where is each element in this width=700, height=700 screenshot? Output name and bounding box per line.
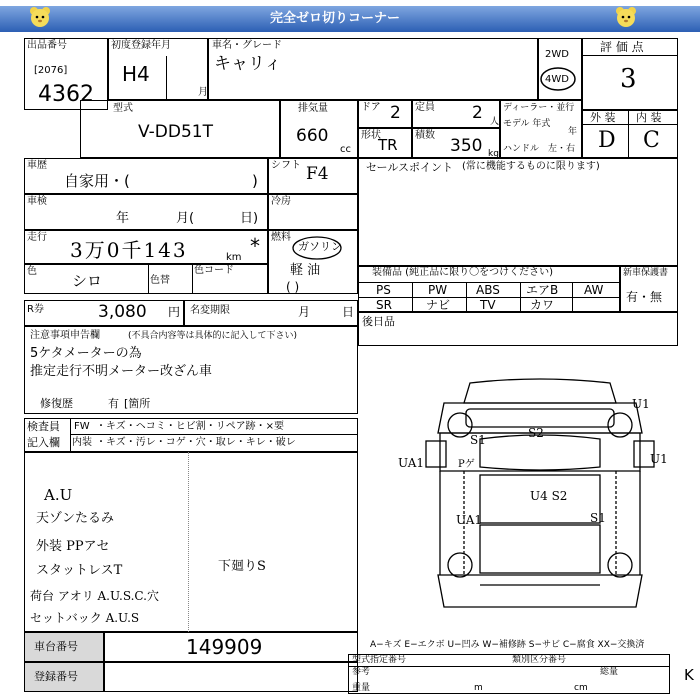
handle-options: 左・右 xyxy=(548,144,576,154)
registration-value-cell xyxy=(104,662,358,692)
circle-mark-icon xyxy=(538,66,578,92)
inspection-label: 車検 xyxy=(27,196,47,207)
load-label: 積数 xyxy=(415,130,435,141)
load-value: 350 xyxy=(450,136,483,156)
shape-label: 形状 xyxy=(361,130,381,141)
lot-number: 4362 xyxy=(38,82,94,107)
capacity-label: 定員 xyxy=(415,102,435,113)
history-value: 自家用・( xyxy=(64,172,130,190)
chassis-number: 149909 xyxy=(186,635,263,659)
drive-2wd: 2WD xyxy=(545,49,569,60)
lot-label: 出品番号 xyxy=(27,40,67,51)
recycle-value: 3,080 xyxy=(98,302,147,322)
shape-value: TR xyxy=(378,136,398,154)
damage-legend: A−キズ E−エクボ U−凹み W−補修跡 S−サビ C−腐食 XX−交換済 xyxy=(370,640,645,650)
displacement-value: 660 xyxy=(296,126,329,146)
capacity-value: 2 xyxy=(472,103,483,123)
handle-label: ハンドル xyxy=(503,144,540,154)
mileage-unit: km xyxy=(226,252,242,263)
equipment-label: 装備品 (純正品に限り〇をつけください) xyxy=(372,267,553,278)
ext-grade: D xyxy=(598,128,616,153)
doors-label: ドア xyxy=(361,102,381,113)
model-name-value: キャリィ xyxy=(214,54,282,74)
title-expiry-label: 名変期限 xyxy=(190,305,230,316)
shift-label: シフト xyxy=(271,160,301,171)
bear-mascot-icon xyxy=(614,5,638,29)
history-label: 車歴 xyxy=(27,160,47,171)
page-title: 完全ゼロ切りコーナー xyxy=(270,11,401,26)
notes-line-1: 5ケタメーターの為 xyxy=(30,346,142,361)
score-label: 評 価 点 xyxy=(600,40,644,54)
notes-line-2: 推定走行不明メーター改ざん車 xyxy=(30,364,213,379)
int-label: 内 装 xyxy=(636,111,662,124)
sales-point-label: セールスポイント xyxy=(366,161,454,174)
shift-value: F4 xyxy=(306,164,329,184)
model-name-label: 車名・グレード xyxy=(212,40,282,51)
int-items: ・キズ・汚レ・コゲ・穴・取レ・キレ・破レ xyxy=(96,437,296,448)
color-value: シロ xyxy=(72,272,103,290)
color-label: 色 xyxy=(27,266,37,277)
type-label: 型式 xyxy=(113,103,133,114)
capacity-unit: 人 xyxy=(490,117,500,127)
year-unit: 年 xyxy=(568,127,578,137)
month-unit: 月 xyxy=(198,87,208,98)
post-fit-cell xyxy=(358,312,678,346)
fw-items: ・キズ・ヘコミ・ヒビ割・リペア跡・×要 xyxy=(96,421,284,432)
sales-point-cell xyxy=(358,158,678,266)
first-reg-label: 初度登録年月 xyxy=(111,40,171,51)
repair-label: 修復歴 xyxy=(40,397,73,410)
model-year-label: モデル 年式 xyxy=(503,119,551,129)
fuel-gas: ガソリン xyxy=(298,240,342,253)
inspector-label: 検査員 xyxy=(27,420,60,433)
mileage-value: 3万0千143 xyxy=(70,238,188,262)
notes-label: 注意事項申告欄 xyxy=(30,330,100,341)
drive-4wd: 4WD xyxy=(545,74,569,85)
lot-code: [2076] xyxy=(34,65,68,76)
dealer-label: ディーラー・並行 xyxy=(503,103,575,113)
load-unit: kg xyxy=(488,149,499,159)
score-value: 3 xyxy=(620,64,637,94)
type-value: V-DD51T xyxy=(138,122,213,142)
post-fit-label: 後日品 xyxy=(362,315,395,328)
color-code-label: 色コード xyxy=(194,265,234,276)
inspection-cell xyxy=(24,194,268,230)
repair-value: 有 xyxy=(108,397,119,410)
first-reg-era: H4 xyxy=(122,62,150,86)
fuel-diesel: 軽 油 xyxy=(290,263,321,278)
circle-mark-icon xyxy=(290,234,344,262)
doors-value: 2 xyxy=(390,103,401,123)
bear-mascot-icon xyxy=(28,5,52,29)
color-change-label: 色替 xyxy=(150,275,170,286)
displacement-label: 排気量 xyxy=(298,103,328,114)
aircon-label: 冷房 xyxy=(271,196,291,207)
ext-label: 外 装 xyxy=(590,111,616,124)
fuel-label: 燃料 xyxy=(271,232,291,243)
displacement-unit: cc xyxy=(340,144,351,155)
int-grade: C xyxy=(643,128,660,153)
mileage-mark: * xyxy=(250,234,260,258)
recycle-label: R券 xyxy=(27,304,44,315)
mileage-label: 走行 xyxy=(27,232,47,243)
history-cell xyxy=(24,158,268,194)
